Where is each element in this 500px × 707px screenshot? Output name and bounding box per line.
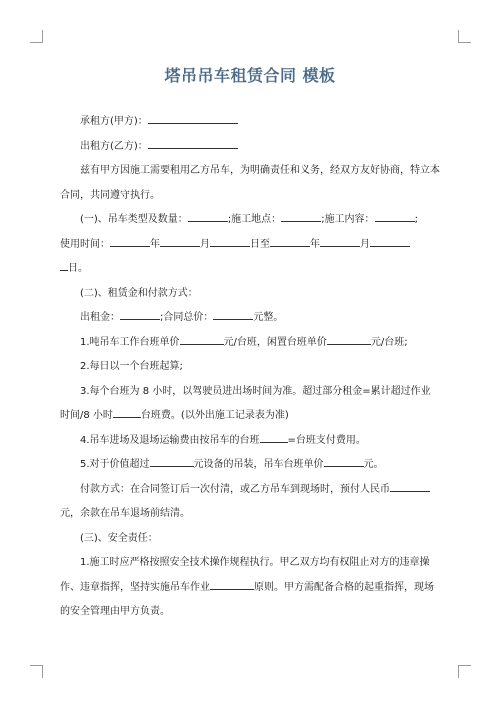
preamble: 兹有甲方因施工需要租用乙方吊车，为明确责任和义务，经双方友好协商，特立本合同，共同遵守执行。 bbox=[60, 165, 440, 201]
payment-line bbox=[60, 478, 440, 527]
s3-i1-b: 原则。甲方需配备合格的起重指挥，现场的安全管理由甲方负责。 bbox=[60, 581, 434, 617]
lessor-label: 承租方(甲方)： bbox=[80, 116, 148, 127]
document-body bbox=[60, 110, 440, 625]
blank bbox=[160, 235, 200, 247]
s2-total: ;合同总价： bbox=[160, 312, 214, 323]
s2-i4-a: 4.吊车进场及退场运输费由按吊车的台班 bbox=[80, 434, 260, 446]
s1-day-end: 日。 bbox=[68, 263, 88, 274]
s2-i1-b: 元/台班，闲置台班单价 bbox=[223, 336, 327, 348]
s1-end: ; bbox=[414, 214, 418, 225]
blank bbox=[180, 333, 224, 345]
crop-mark-bottom-left bbox=[30, 665, 43, 678]
s1-work: ;施工内容： bbox=[321, 214, 375, 225]
item-4 bbox=[60, 429, 440, 454]
section-2-heading: (二)、租赁金和付款方式： bbox=[80, 287, 198, 299]
section-3-heading: (三)、安全责任： bbox=[80, 532, 158, 544]
s1-month: 月 bbox=[200, 238, 210, 250]
s1-month-2: 月 bbox=[360, 238, 370, 250]
blank bbox=[210, 578, 254, 590]
usage-time-end bbox=[60, 257, 440, 282]
lessor-line bbox=[60, 110, 440, 135]
lessee-line bbox=[60, 135, 440, 160]
s2-i3-b: 台班费。(以外出施工记录表为准) bbox=[140, 410, 289, 421]
blank bbox=[120, 308, 160, 320]
lessee-label: 出租方(乙方)： bbox=[80, 140, 148, 152]
s2-i5-b: 元设备的吊装，吊车台班单价 bbox=[193, 459, 324, 470]
s2-pay-b: 元，余款在吊车退场前结清。 bbox=[60, 508, 190, 519]
crop-mark-bottom-right bbox=[458, 665, 471, 678]
s2-yuan-whole: 元整。 bbox=[253, 312, 284, 323]
blank bbox=[370, 235, 410, 247]
s2-i1-c: 元/台班; bbox=[370, 336, 408, 348]
blank bbox=[110, 235, 150, 247]
s3-i1-a: 1.施工时应严格按照安全技术操作规程执行。甲乙双方均有权阻止对方的违章操作、违章指挥，坚持实施吊车作业 bbox=[60, 557, 430, 593]
blank bbox=[260, 431, 288, 443]
item-3 bbox=[60, 380, 440, 429]
s1-year-2: 年 bbox=[310, 238, 320, 250]
document-title: 塔吊吊车租赁合同 模板 bbox=[164, 66, 336, 85]
s2-pay-a: 付款方式：在合同签订后一次付清，或乙方吊车到现场时，预付人民币 bbox=[80, 483, 390, 495]
item-5 bbox=[60, 453, 440, 478]
s2-i1-a: 1.吨吊车工作台班单价 bbox=[80, 336, 180, 348]
blank bbox=[113, 406, 141, 418]
s1-time: 使用时间： bbox=[60, 238, 110, 250]
s2-i3-a: 3.每个台班为 8 小时，以驾驶员进出场时间为准。超过部分租金=累计超过作业时间/8 小时 bbox=[60, 385, 431, 421]
s1-site: ;施工地点： bbox=[227, 214, 282, 225]
s1-heading: (一)、吊车类型及数量： bbox=[80, 214, 188, 225]
blank bbox=[188, 210, 228, 222]
lessor-blank bbox=[148, 112, 238, 124]
item-1 bbox=[60, 331, 440, 356]
blank bbox=[150, 455, 194, 467]
s1-year: 年 bbox=[150, 238, 160, 250]
blank bbox=[213, 308, 253, 320]
blank bbox=[270, 235, 310, 247]
s2-rent: 出租金： bbox=[80, 312, 120, 323]
blank bbox=[320, 235, 360, 247]
crop-mark-top-left bbox=[30, 30, 43, 43]
blank bbox=[60, 259, 68, 271]
s2-i5-c: 元。 bbox=[363, 459, 384, 470]
blank bbox=[210, 235, 250, 247]
s1-day-to: 日至 bbox=[250, 238, 270, 250]
blank bbox=[327, 333, 371, 345]
rent-line bbox=[60, 306, 440, 331]
s2-i4-b: =台班支付费用。 bbox=[287, 434, 366, 446]
blank bbox=[390, 480, 430, 492]
lessee-blank bbox=[148, 137, 238, 149]
blank bbox=[281, 210, 321, 222]
safety-item-1 bbox=[60, 551, 440, 625]
item-2: 2.每日以一个台班起算; bbox=[80, 361, 183, 372]
s2-i5-a: 5.对于价值超过 bbox=[80, 459, 150, 470]
blank bbox=[324, 455, 364, 467]
usage-time-line bbox=[60, 233, 440, 258]
crop-mark-top-right bbox=[458, 30, 471, 43]
blank bbox=[375, 210, 415, 222]
section-1-line bbox=[60, 208, 440, 233]
